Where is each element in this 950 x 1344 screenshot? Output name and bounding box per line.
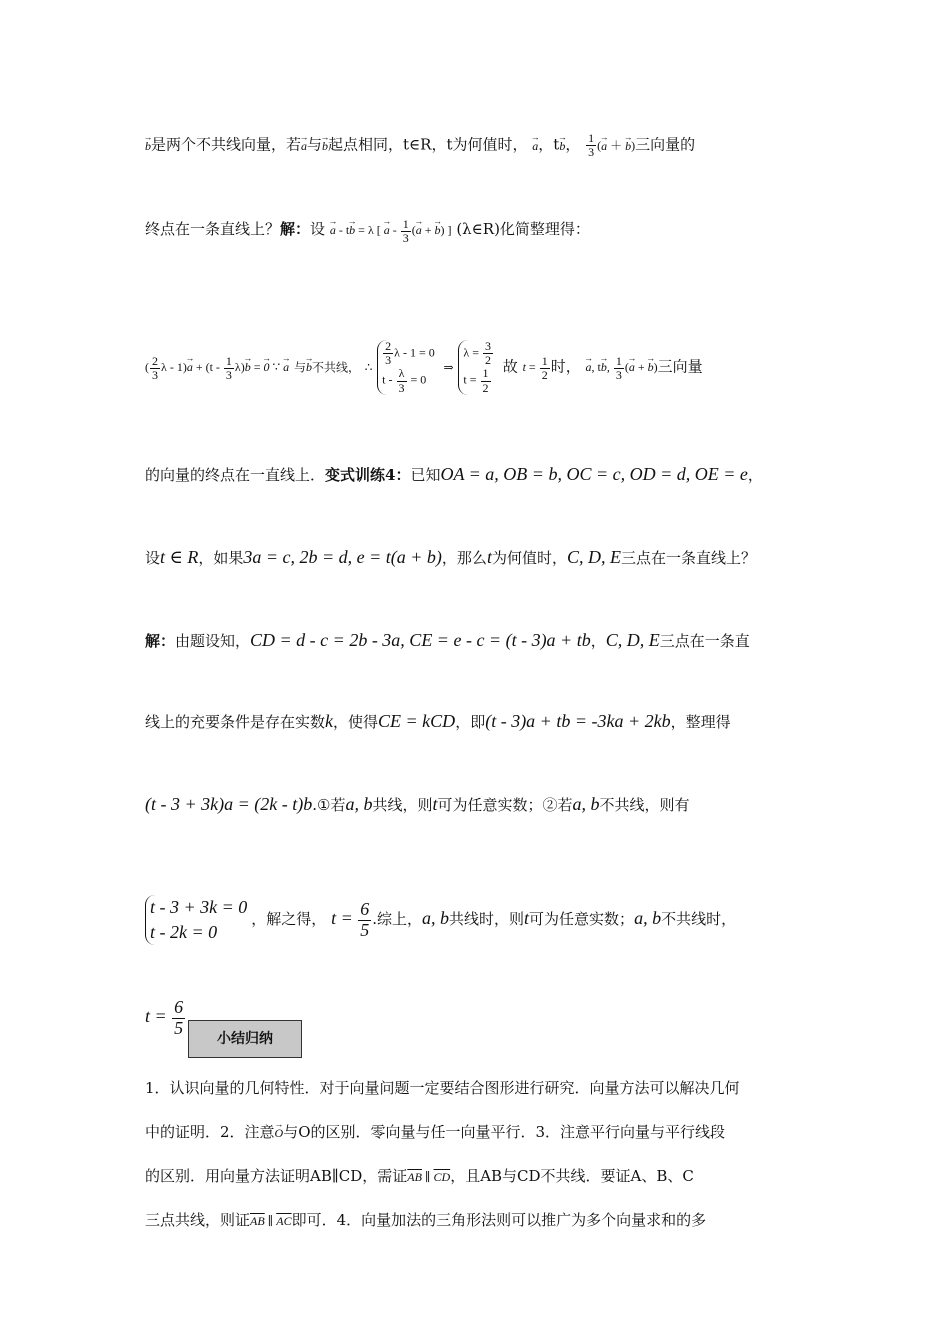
equation-system-2: λ = $\frac{3}{2}$ t = $\frac{1}{2}$ [458, 340, 498, 395]
text: 已知 [410, 466, 441, 484]
text: 时， [550, 357, 581, 376]
math-expr: t [486, 547, 492, 567]
text: ，那么 [441, 549, 487, 567]
equation-system-3 [145, 895, 251, 945]
equation-row: t - 2k = 0 [150, 922, 218, 943]
text: 三点在一条直 [659, 632, 750, 650]
math-expr: t ∈ R [160, 547, 199, 567]
text: 是两个不共线向量，若 [151, 135, 302, 154]
math-expr: (t - 3)a + tb = -3ka + 2kb [485, 711, 671, 731]
text: 不共线， [311, 360, 360, 375]
vector-b: → b [322, 134, 328, 158]
math-expr: ) [631, 138, 636, 153]
text: ，且AB与CD不共线．要证A、B、C [450, 1167, 694, 1185]
text: 与 [293, 360, 306, 375]
math-expr: ( [597, 138, 602, 153]
solution-label: 解： [280, 220, 311, 238]
paragraph-line-8 [145, 792, 690, 817]
text: 不共线，则有 [599, 796, 690, 814]
paragraph-line-2 [145, 217, 590, 245]
text: 与 [307, 135, 323, 154]
text: 设 [145, 549, 161, 567]
text: ，即 [455, 713, 486, 731]
paragraph-line-1 [145, 132, 695, 159]
t-value: t = $\frac{1}{2}$ [522, 353, 548, 383]
math-expr: a, b [422, 908, 450, 929]
text: 共线时，则 [449, 910, 525, 929]
math-expr: CE = kCD [378, 711, 456, 731]
math-expr: t [432, 794, 438, 814]
text: 三向量 [657, 357, 703, 376]
text: ，t [538, 135, 560, 154]
text: 由题设知， [175, 632, 251, 650]
math-expr: t [524, 908, 530, 929]
text: 三点在一条直线上？ [620, 549, 756, 567]
text: 共线，则 [372, 796, 433, 814]
summary-line-2 [145, 1110, 805, 1155]
therefore-symbol: ∴ [364, 360, 373, 375]
text: 的向量的终点在一直线上． [145, 466, 326, 484]
text: ， [565, 135, 581, 154]
vector-a: → a [601, 134, 607, 158]
text: 线上的充要条件是存在实数 [145, 713, 326, 731]
t-solution: t = $\frac{6}{5}$ [331, 898, 370, 940]
text: 即可．4．向量加法的三角形法则可以推广为多个向量求和的多 [291, 1211, 707, 1229]
text: ，解之得， [251, 910, 327, 929]
math-expr: a, b [345, 794, 373, 814]
paragraph-line-6 [145, 628, 750, 653]
text: .综上， [372, 910, 423, 929]
text: ， [590, 632, 606, 650]
paragraph-line-9 [145, 895, 736, 945]
summary-line-3 [145, 1154, 805, 1199]
text: .①若 [312, 796, 346, 814]
summary-title-box: 小结归纳 [188, 1020, 302, 1058]
math-expr: ＋ [607, 138, 626, 153]
parallel-vectors: $\overline{AB}$ ∥ $\overline{AC}$ [250, 1214, 292, 1228]
text: 设 [310, 220, 326, 238]
text: 三点共线，则证 [145, 1211, 251, 1229]
given-vectors: OA = a, OB = b, OC = c, OD = d, OE = e [440, 464, 748, 484]
text: 不共线时， [661, 910, 737, 929]
text: ，整理得 [670, 713, 731, 731]
fraction-one-third: $\frac{1}{3}$ [588, 131, 595, 160]
math-expr: C, D, E [566, 547, 621, 567]
math-expr: a, b [634, 908, 662, 929]
math-expr: C, D, E [605, 630, 660, 650]
vector-b: → b [559, 134, 565, 158]
paragraph-line-4 [145, 462, 763, 487]
text: 三向量的 [635, 135, 696, 154]
text: 起点相同，t∈R，t为何值时， [328, 135, 528, 154]
text: ，使得 [333, 713, 379, 731]
vector-a: → a [301, 134, 307, 158]
implies-symbol: ⇒ [443, 360, 454, 375]
equation-system-1: $\frac{2}{3}$ λ - 1 = 0 t - $\frac{\lambda}{3}$ = 0 [377, 340, 439, 395]
paragraph-line-10 [145, 998, 186, 1039]
zero-vector: → O [275, 1111, 284, 1155]
math-expr: a, b [572, 794, 600, 814]
text: 中的证明．2．注意 [145, 1123, 275, 1141]
text: ， [747, 466, 763, 484]
math-expr: 3a = c, 2b = d, e = t(a + b) [243, 547, 442, 567]
text: 的区别．用向量方法证明AB∥CD，需证 [145, 1167, 408, 1185]
text: 可为任意实数；②若 [437, 796, 573, 814]
paragraph-line-3 [145, 340, 703, 395]
equation-row: t - 3 + 3k = 0 [150, 897, 248, 917]
vector-b: → b [145, 134, 151, 158]
vector-b: → b [306, 355, 312, 379]
summary-line-1 [145, 1066, 805, 1110]
text: (λ∈R)化简整理得： [456, 220, 590, 238]
vector-list: → a, t→ b, $\frac{1}{3}$ (→ a + → b) [585, 360, 657, 374]
solution-label: 解： [145, 632, 176, 650]
text: 可为任意实数； [529, 910, 635, 929]
vector-a: → a [532, 134, 538, 158]
text: 1．认识向量的几何特性．对于向量问题一定要结合图形进行研究．向量方法可以解决几何 [145, 1079, 740, 1097]
text: 故 [502, 357, 518, 376]
math-expr: (t - 3 + 3k)a = (2k - t)b [145, 794, 313, 814]
math-expr: CD = d - c = 2b - 3a, CE = e - c = (t - 3)a + tb [250, 630, 591, 650]
text: 终点在一条直线上？ [145, 220, 281, 238]
paragraph-line-5 [145, 545, 756, 570]
vector-b: → b [625, 134, 631, 158]
variant-training-label: 变式训练4： [325, 466, 411, 484]
t-solution-final: t = $\frac{6}{5}$ [145, 997, 184, 1038]
text: 为何值时， [491, 549, 567, 567]
equation-simplified: ( $\frac{2}{3}$ λ - 1)→ a + (t - $\frac{1}{3}$ λ)→ b = → 0 ∵ → a [145, 360, 289, 374]
summary-line-4 [145, 1198, 805, 1243]
text: 与O的区别．零向量与任一向量平行．3．注意平行向量与平行线段 [283, 1123, 726, 1141]
math-expr: k [325, 711, 334, 731]
parallel-vectors: $\overline{AB}$ ∥ $\overline{CD}$ [407, 1170, 451, 1184]
text: ，如果 [198, 549, 244, 567]
equation-setup: → a - t→ b = λ [ → a - $\frac{1}{3}$ (→ a + → b) ] [330, 223, 452, 237]
paragraph-line-7 [145, 709, 731, 734]
